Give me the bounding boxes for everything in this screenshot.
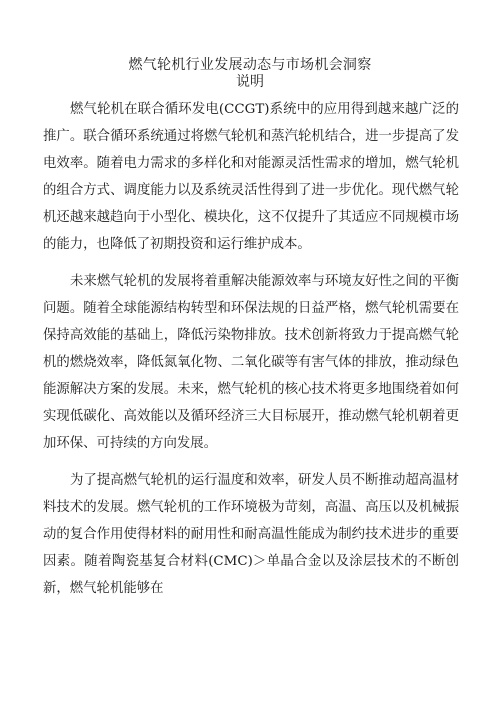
paragraph: 为了提高燃气轮机的运行温度和效率，研发人员不断推动超高温材料技术的发展。燃气轮机的工作环境极为苛刻，高温、高压以及机械振动的复合作用使得材料的耐用性和耐高温性能成为制约技术进步的重要因素。随着陶瓷基复合材料(CMC)＞单晶合金以及涂层技术的不断创新，燃气轮机能够在 (43, 473, 459, 596)
paragraph: 燃气轮机在联合循环发电(CCGT)系统中的应用得到越来越广泛的推广。联合循环系统通过将燃气轮机和蒸汽轮机结合，进一步提高了发电效率。随着电力需求的多样化和对能源灵活性需求的增加，燃气轮机的组合方式、调度能力以及系统灵活性得到了进一步优化。现代燃气轮机还越来越趋向于小型化、模块化，这不仅提升了其适应不同规模市场的能力，也降低了初期投资和运行维护成本。 (43, 102, 459, 252)
document-subtitle: 说明 (236, 74, 264, 90)
document-body (43, 96, 459, 602)
paragraph: 未来燃气轮机的发展将着重解决能源效率与环境友好性之间的平衡问题。随着全球能源结构转型和环保法规的日益严格，燃气轮机需要在保持高效能的基础上，降低污染物排放。技术创新将致力于提高燃气轮机的燃烧效率，降低氮氧化物、二氧化碳等有害气体的排放，推动绿色能源解决方案的发展。未来，燃气轮机的核心技术将更多地围绕着如何实现低碳化、高效能以及循环经济三大目标展开，推动燃气轮机朝着更加环保、可持续的方向发展。 (43, 274, 459, 451)
document-title: 燃气轮机行业发展动态与市场机会洞察 (128, 57, 372, 73)
